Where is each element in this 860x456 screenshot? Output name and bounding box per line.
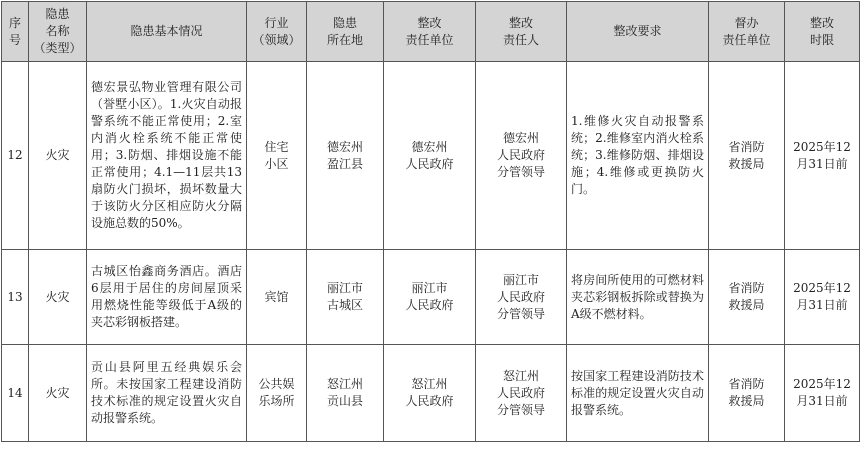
cell-line: 丽江市 [502, 272, 539, 287]
row-type: 火灾 [29, 250, 87, 345]
cell-line: 怒江州 [502, 368, 539, 383]
cell-line: 责任人 [502, 32, 539, 47]
header-seq [2, 2, 29, 62]
cell-line: 古城区 [326, 298, 363, 312]
cell-line: 人民政府 [405, 156, 454, 171]
cell-line: 人民政府 [405, 394, 454, 408]
cell-line: 分管领导 [496, 165, 545, 179]
cell-line: 乐场所 [258, 394, 295, 408]
cell-line: 救援局 [728, 394, 765, 408]
header-person [476, 2, 567, 62]
cell-line: （领域） [252, 32, 301, 47]
row-location [307, 250, 384, 345]
row-location [307, 345, 384, 442]
header-industry [247, 2, 307, 62]
cell-line: 救援局 [728, 298, 765, 312]
table-row [2, 345, 860, 442]
header-deadline [785, 2, 860, 62]
header-supervise [709, 2, 785, 62]
cell-line: 分管领导 [496, 306, 545, 321]
cell-line: 整改要求 [613, 24, 662, 38]
cell-line: 隐患基本情况 [130, 24, 203, 38]
cell-line: 分管领导 [496, 402, 545, 417]
row-unit [384, 62, 476, 250]
table-row [2, 250, 860, 345]
row-requirement: 将房间所使用的可燃材料夹芯彩钢板拆除或替换为A级不燃材料。 [567, 250, 709, 345]
row-seq: 14 [2, 345, 29, 442]
cell-line: 2025年12 [793, 281, 851, 295]
header-unit [384, 2, 476, 62]
row-unit [384, 250, 476, 345]
cell-line: 月31日前 [796, 156, 848, 171]
cell-line: 省消防 [728, 377, 765, 391]
cell-line: 公共娱 [258, 377, 295, 391]
cell-line: 小区 [264, 156, 289, 171]
row-deadline [785, 345, 860, 442]
row-seq: 13 [2, 250, 29, 345]
cell-line: 贡山县 [326, 394, 363, 408]
cell-line: 序 [8, 15, 21, 30]
cell-line: 德宏州 [326, 139, 363, 154]
row-basic: 贡山县阿里五经典娱乐会所。未按国家工程建设消防技术标准的规定设置火灾自动报警系统。 [87, 345, 247, 442]
row-person [476, 345, 567, 442]
cell-line: 责任单位 [722, 32, 771, 47]
cell-line: 月31日前 [796, 298, 848, 312]
row-person [476, 62, 567, 250]
header-location [307, 2, 384, 62]
cell-line: （类型） [33, 41, 82, 55]
row-industry [247, 62, 307, 250]
cell-line: 人民政府 [496, 148, 545, 162]
cell-line: 整改 [417, 15, 442, 30]
row-industry [247, 250, 307, 345]
cell-line: 怒江州 [326, 377, 363, 391]
cell-line: 督办 [734, 15, 759, 30]
cell-line: 名称 [45, 24, 70, 38]
cell-line: 住宅 [264, 139, 289, 154]
cell-line: 盈江县 [326, 156, 363, 171]
row-industry [247, 345, 307, 442]
cell-line: 整改 [508, 15, 533, 30]
row-type: 火灾 [29, 62, 87, 250]
row-seq: 12 [2, 62, 29, 250]
row-basic: 古城区怡鑫商务酒店。酒店6层用于居住的房间屋顶采用燃烧性能等级低于A级的夹芯彩钢板搭建。 [87, 250, 247, 345]
cell-line: 2025年12 [793, 377, 851, 391]
row-supervise [709, 250, 785, 345]
cell-line: 宾馆 [264, 289, 289, 304]
header-requirement [567, 2, 709, 62]
cell-line: 救援局 [728, 156, 765, 171]
header-row [2, 2, 860, 62]
cell-line: 人民政府 [496, 289, 545, 304]
row-requirement: 1.维修火灾自动报警系统；2.维修室内消火栓系统；3.维修防烟、排烟设施；4.维修或更换防火门。 [567, 62, 709, 250]
cell-line: 责任单位 [405, 32, 454, 47]
cell-line: 人民政府 [496, 385, 545, 400]
cell-line: 省消防 [728, 281, 765, 295]
cell-line: 丽江市 [411, 281, 448, 295]
cell-line: 德宏州 [411, 139, 448, 154]
cell-line: 德宏州 [502, 131, 539, 145]
row-unit [384, 345, 476, 442]
cell-line: 怒江州 [411, 377, 448, 391]
row-person [476, 250, 567, 345]
cell-line: 行业 [264, 15, 289, 30]
table-row [2, 62, 860, 250]
cell-line: 隐患 [45, 7, 70, 21]
cell-line: 月31日前 [796, 394, 848, 408]
cell-line: 2025年12 [793, 139, 851, 154]
row-deadline [785, 62, 860, 250]
row-type: 火灾 [29, 345, 87, 442]
cell-line: 所在地 [326, 32, 363, 47]
cell-line: 人民政府 [405, 298, 454, 312]
cell-line: 丽江市 [326, 281, 363, 295]
row-supervise [709, 345, 785, 442]
cell-line: 时限 [809, 32, 834, 47]
cell-line: 整改 [809, 15, 834, 30]
hazard-table [1, 1, 860, 442]
cell-line: 号 [8, 32, 21, 47]
row-supervise [709, 62, 785, 250]
row-location [307, 62, 384, 250]
row-basic: 德宏景弘物业管理有限公司（誉墅小区）。1.火灾自动报警系统不能正常使用；2.室内消火栓系统不能正常使用；3.防烟、排烟设施不能正常使用；4.1—11层共13扇防火门损坏，损坏数量大于该防火分区相应防火分隔设施总数的50%。 [87, 62, 247, 250]
header-basic [87, 2, 247, 62]
cell-line: 隐患 [332, 15, 357, 30]
row-deadline [785, 250, 860, 345]
row-requirement: 按国家工程建设消防技术标准的规定设置火灾自动报警系统。 [567, 345, 709, 442]
cell-line: 省消防 [728, 139, 765, 154]
header-name [29, 2, 87, 62]
